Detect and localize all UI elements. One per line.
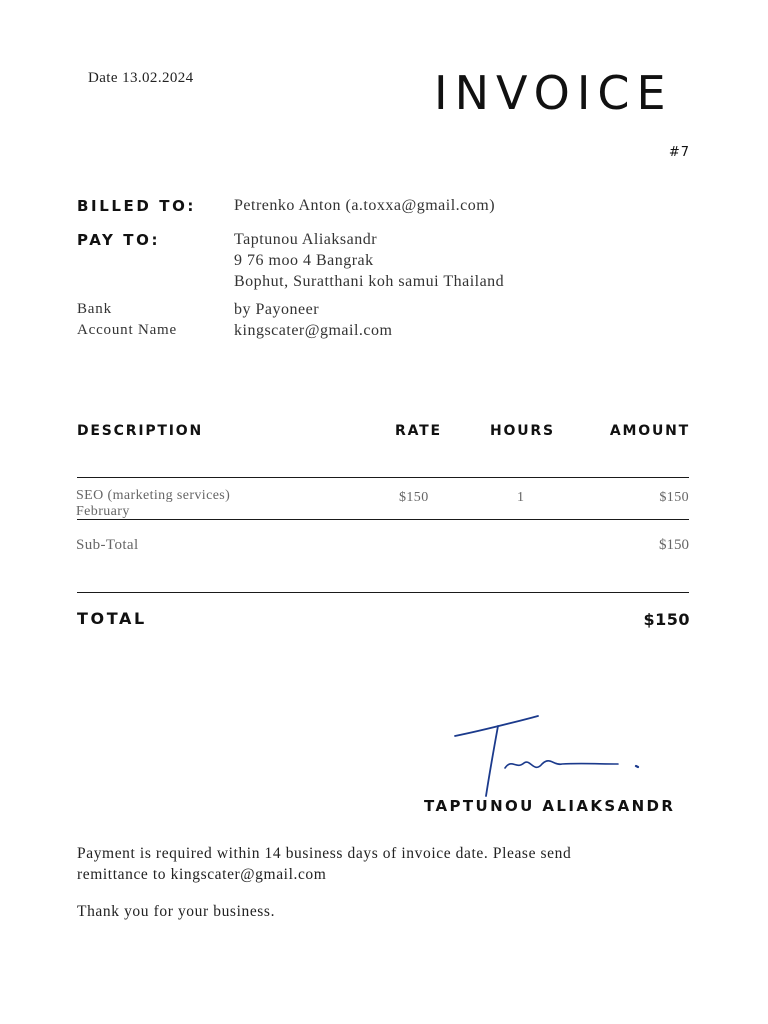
signer-name: TAPTUNOU ALIAKSANDR [424,797,676,815]
table-row-divider [77,519,689,520]
pay-to-city: Bophut, Suratthani koh samui Thailand [234,273,505,290]
thank-you-note: Thank you for your business. [77,903,276,920]
row-amount: $150 [659,490,689,505]
total-divider [77,592,689,593]
payment-terms-line-1: Payment is required within 14 business days of invoice date. Please send [77,845,572,862]
table-top-divider [77,477,689,478]
total-label: TOTAL [77,609,147,628]
row-hours: 1 [517,490,525,505]
subtotal-value: $150 [659,537,689,553]
payment-terms-note [77,843,717,885]
pay-to-address [234,229,504,292]
bank-value: by Payoneer [234,301,320,318]
account-name-value: kingscater@gmail.com [234,322,393,339]
subtotal-label: Sub-Total [76,537,139,553]
billed-to-value: Petrenko Anton (a.toxxa@gmail.com) [234,197,496,214]
bank-label: Bank [77,301,112,317]
account-name-label: Account Name [77,322,177,338]
bank-labels [77,299,177,341]
signature-stroke-stem [486,726,498,796]
column-header-rate: RATE [395,423,442,439]
row-description [76,488,230,520]
signature-stroke-dot [636,766,638,767]
pay-to-name: Taptunou Aliaksandr [234,231,378,248]
bank-values [234,299,392,341]
row-rate: $150 [399,490,429,505]
pay-to-street: 9 76 moo 4 Bangrak [234,252,374,269]
total-value: $150 [643,610,690,629]
column-header-hours: HOURS [490,423,555,439]
row-description-service: SEO (marketing services) [76,488,231,503]
invoice-date: Date 13.02.2024 [88,70,194,86]
pay-to-label: PAY TO: [77,231,161,249]
billed-to-label: BILLED TO: [77,197,197,215]
column-header-description: DESCRIPTION [77,423,203,439]
signature-image [450,708,650,808]
row-description-period: February [76,504,130,519]
payment-terms-line-2: remittance to kingscater@gmail.com [77,866,327,883]
page-title: INVOICE [434,66,673,120]
invoice-number: #7 [668,145,690,160]
signature-stroke-flourish [505,761,618,768]
column-header-amount: AMOUNT [609,423,690,439]
